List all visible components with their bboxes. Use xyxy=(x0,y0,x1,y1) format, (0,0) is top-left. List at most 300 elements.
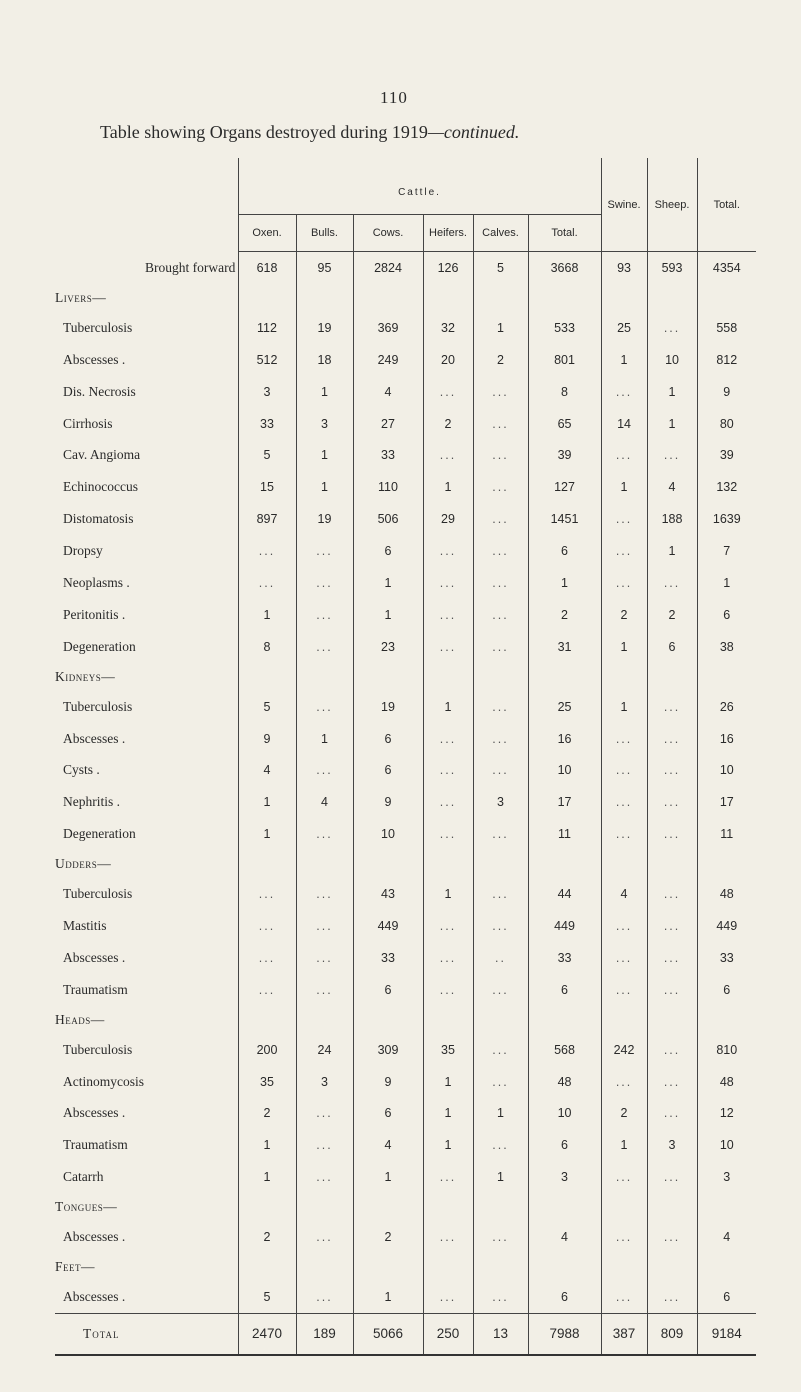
table-row xyxy=(55,910,756,942)
table-cell xyxy=(647,1006,697,1034)
table-cell: ... xyxy=(473,691,528,723)
row-label xyxy=(55,1313,238,1355)
table-cell xyxy=(647,1193,697,1221)
table-cell xyxy=(296,850,353,878)
table-cell: ... xyxy=(423,818,473,850)
table-cell: 2 xyxy=(238,1221,296,1253)
table-cell xyxy=(528,1006,601,1034)
table-cell: 23 xyxy=(353,631,423,663)
table-cell xyxy=(238,284,296,312)
table-cell: 35 xyxy=(238,1066,296,1098)
table-cell: 17 xyxy=(697,786,756,818)
row-label-text: Nephritis . xyxy=(63,794,120,810)
table-cell: 1 xyxy=(296,439,353,471)
table-cell: 7988 xyxy=(528,1313,601,1355)
table-cell: 33 xyxy=(353,439,423,471)
table-cell: 1 xyxy=(353,1281,423,1313)
table-cell xyxy=(647,850,697,878)
row-label-text: Brought forward xyxy=(145,259,236,275)
table-cell: 11 xyxy=(697,818,756,850)
row-label xyxy=(55,599,238,631)
table-cell: 369 xyxy=(353,312,423,344)
table-row xyxy=(55,408,756,440)
table-cell: 5 xyxy=(473,252,528,284)
table-cell xyxy=(697,1193,756,1221)
header-blank xyxy=(55,158,238,252)
table-cell: 2 xyxy=(238,1097,296,1129)
row-label xyxy=(55,471,238,503)
table-cell: 2 xyxy=(647,599,697,631)
row-label xyxy=(55,691,238,723)
row-label xyxy=(55,312,238,344)
table-cell: ... xyxy=(647,1221,697,1253)
table-row xyxy=(55,818,756,850)
table-row xyxy=(55,723,756,755)
table-cell: ... xyxy=(647,1066,697,1098)
table-cell: ... xyxy=(473,878,528,910)
table-cell: ... xyxy=(473,818,528,850)
row-label-text: Mastitis xyxy=(63,917,107,933)
table-cell xyxy=(238,850,296,878)
row-label xyxy=(55,1006,238,1034)
table-cell xyxy=(601,284,647,312)
table-cell xyxy=(296,1193,353,1221)
table-cell: 39 xyxy=(697,439,756,471)
table-cell: 897 xyxy=(238,503,296,535)
table-cell: 558 xyxy=(697,312,756,344)
table-cell: ... xyxy=(423,567,473,599)
table-cell: 809 xyxy=(647,1313,697,1355)
table-cell: ... xyxy=(423,439,473,471)
table-cell: 10 xyxy=(647,344,697,376)
table-cell: ... xyxy=(601,974,647,1006)
table-cell: 4 xyxy=(528,1221,601,1253)
header-oxen: Oxen. xyxy=(238,215,296,252)
table-cell: 250 xyxy=(423,1313,473,1355)
table-cell: ... xyxy=(647,1034,697,1066)
row-label-text: Heads— xyxy=(55,1011,105,1027)
row-label xyxy=(55,878,238,910)
table-cell: ... xyxy=(473,376,528,408)
table-row xyxy=(55,1129,756,1161)
table-row xyxy=(55,631,756,663)
table-cell: ... xyxy=(601,535,647,567)
table-cell: 1 xyxy=(647,535,697,567)
table-cell: 200 xyxy=(238,1034,296,1066)
table-cell: 14 xyxy=(601,408,647,440)
table-row xyxy=(55,1161,756,1193)
row-label-text: Neoplasms . xyxy=(63,574,130,590)
table-cell: 6 xyxy=(647,631,697,663)
row-label xyxy=(55,567,238,599)
table-cell: ... xyxy=(423,599,473,631)
table-cell: ... xyxy=(296,535,353,567)
table-cell: 449 xyxy=(528,910,601,942)
table-cell: ... xyxy=(473,439,528,471)
table-cell: 1 xyxy=(423,1066,473,1098)
table-cell: 6 xyxy=(697,974,756,1006)
table-cell: 593 xyxy=(647,252,697,284)
header-cattle-total: Total. xyxy=(528,215,601,252)
table-cell: ... xyxy=(423,974,473,1006)
table-title xyxy=(100,122,720,143)
table-cell: 1 xyxy=(238,818,296,850)
header-bulls: Bulls. xyxy=(296,215,353,252)
table-row xyxy=(55,1281,756,1313)
table-cell: 5066 xyxy=(353,1313,423,1355)
table-cell: ... xyxy=(296,942,353,974)
row-label xyxy=(55,1193,238,1221)
table-cell: 6 xyxy=(353,723,423,755)
table-cell: 3 xyxy=(647,1129,697,1161)
row-label-text: Abscesses . xyxy=(63,949,126,965)
table-cell: 48 xyxy=(697,878,756,910)
table-cell xyxy=(353,850,423,878)
row-label-text: Tuberculosis xyxy=(63,319,133,335)
table-cell xyxy=(473,1193,528,1221)
table-cell: 110 xyxy=(353,471,423,503)
table-cell: 1 xyxy=(353,567,423,599)
table-cell: 3 xyxy=(238,376,296,408)
table-cell: 2 xyxy=(473,344,528,376)
table-cell: ... xyxy=(601,1066,647,1098)
category-row xyxy=(55,1193,756,1221)
table-cell: 33 xyxy=(353,942,423,974)
row-label xyxy=(55,1221,238,1253)
table-cell: ... xyxy=(473,1129,528,1161)
table-cell: 1 xyxy=(601,344,647,376)
table-cell: 65 xyxy=(528,408,601,440)
row-label-text: Tuberculosis xyxy=(63,886,133,902)
table-cell: 26 xyxy=(697,691,756,723)
table-cell: ... xyxy=(473,471,528,503)
table-cell xyxy=(473,1253,528,1281)
table-cell: ... xyxy=(296,878,353,910)
table-cell: 1 xyxy=(601,691,647,723)
table-cell: ... xyxy=(647,786,697,818)
table-cell: 1451 xyxy=(528,503,601,535)
table-cell: ... xyxy=(601,942,647,974)
row-label-text: Traumatism xyxy=(63,981,128,997)
row-label xyxy=(55,723,238,755)
table-cell xyxy=(601,663,647,691)
table-cell: ... xyxy=(647,910,697,942)
table-cell: 24 xyxy=(296,1034,353,1066)
table-cell: ... xyxy=(647,942,697,974)
row-label xyxy=(55,631,238,663)
table-cell: ... xyxy=(238,878,296,910)
table-cell xyxy=(697,850,756,878)
table-cell: ... xyxy=(647,754,697,786)
table-cell: 8 xyxy=(238,631,296,663)
table-cell: 10 xyxy=(697,754,756,786)
table-cell: ... xyxy=(473,599,528,631)
table-cell: 2 xyxy=(528,599,601,631)
row-label xyxy=(55,1161,238,1193)
table-cell: ... xyxy=(647,818,697,850)
table-row xyxy=(55,471,756,503)
row-label-text: Total xyxy=(83,1325,120,1341)
table-cell: 6 xyxy=(353,754,423,786)
row-label-text: Abscesses . xyxy=(63,730,126,746)
table-cell: 3 xyxy=(296,408,353,440)
table-cell: 126 xyxy=(423,252,473,284)
table-cell: 1 xyxy=(647,408,697,440)
row-label xyxy=(55,284,238,312)
table-cell: 4 xyxy=(353,1129,423,1161)
row-label-text: Feet— xyxy=(55,1259,96,1275)
table-cell: 80 xyxy=(697,408,756,440)
table-cell: 4 xyxy=(238,754,296,786)
table-cell xyxy=(528,1253,601,1281)
table-cell: 16 xyxy=(528,723,601,755)
table-cell: ... xyxy=(473,567,528,599)
table-row xyxy=(55,942,756,974)
table-cell: 449 xyxy=(353,910,423,942)
row-label xyxy=(55,786,238,818)
table-cell: 3 xyxy=(296,1066,353,1098)
table-cell: ... xyxy=(601,439,647,471)
table-cell xyxy=(647,1253,697,1281)
table-cell: ... xyxy=(473,1281,528,1313)
table-cell: 48 xyxy=(697,1066,756,1098)
row-label-text: Degeneration xyxy=(63,826,136,842)
table-cell: ... xyxy=(647,691,697,723)
table-cell: 2 xyxy=(423,408,473,440)
table-cell: 6 xyxy=(528,974,601,1006)
table-cell: 3668 xyxy=(528,252,601,284)
table-cell xyxy=(238,1006,296,1034)
table-cell: ... xyxy=(601,723,647,755)
table-cell: 1 xyxy=(296,376,353,408)
table-cell: ... xyxy=(647,1161,697,1193)
table-cell xyxy=(473,1006,528,1034)
row-label xyxy=(55,252,238,284)
category-row xyxy=(55,1253,756,1281)
table-cell: 1 xyxy=(423,691,473,723)
table-cell: 18 xyxy=(296,344,353,376)
header-grand-total: Total. xyxy=(697,158,756,252)
table-cell: 10 xyxy=(528,1097,601,1129)
table-cell: ... xyxy=(423,910,473,942)
table-cell: ... xyxy=(296,1129,353,1161)
table-cell: 189 xyxy=(296,1313,353,1355)
table-cell: 6 xyxy=(697,599,756,631)
table-cell: 9 xyxy=(697,376,756,408)
table-cell xyxy=(528,850,601,878)
table-cell: 1 xyxy=(423,471,473,503)
table-cell: ... xyxy=(473,974,528,1006)
table-cell: 1 xyxy=(238,786,296,818)
table-cell: 25 xyxy=(601,312,647,344)
table-cell: ... xyxy=(296,1097,353,1129)
row-label-text: Peritonitis . xyxy=(63,606,126,622)
table-row xyxy=(55,878,756,910)
table-cell: ... xyxy=(647,723,697,755)
table-cell: ... xyxy=(473,535,528,567)
table-cell: ... xyxy=(601,754,647,786)
table-cell: ... xyxy=(423,1221,473,1253)
table-cell: 1 xyxy=(423,1129,473,1161)
table-cell: ... xyxy=(296,1221,353,1253)
table-cell xyxy=(473,663,528,691)
row-label-text: Cysts . xyxy=(63,762,100,778)
table-row xyxy=(55,599,756,631)
table-cell: 10 xyxy=(353,818,423,850)
row-label-text: Distomatosis xyxy=(63,511,134,527)
table-cell xyxy=(238,1193,296,1221)
table-cell: 112 xyxy=(238,312,296,344)
table-cell: ... xyxy=(647,1097,697,1129)
row-label xyxy=(55,535,238,567)
table-cell: ... xyxy=(296,631,353,663)
table-cell: ... xyxy=(601,503,647,535)
table-cell: 801 xyxy=(528,344,601,376)
row-label-text: Kidneys— xyxy=(55,668,116,684)
header-calves: Calves. xyxy=(473,215,528,252)
table-cell xyxy=(647,663,697,691)
table-cell: ... xyxy=(601,786,647,818)
table-cell: 6 xyxy=(353,974,423,1006)
table-cell: 6 xyxy=(353,1097,423,1129)
table-cell: ... xyxy=(473,1034,528,1066)
table-cell: 9 xyxy=(238,723,296,755)
table-cell xyxy=(353,663,423,691)
table-cell: 19 xyxy=(353,691,423,723)
row-label-text: Abscesses . xyxy=(63,1288,126,1304)
page-number: 110 xyxy=(380,88,408,107)
table-cell xyxy=(601,850,647,878)
table-cell: 11 xyxy=(528,818,601,850)
table-cell: 1 xyxy=(353,1161,423,1193)
table-cell xyxy=(601,1193,647,1221)
table-cell: 4 xyxy=(697,1221,756,1253)
table-header xyxy=(55,158,756,252)
total-row xyxy=(55,1313,756,1355)
table-cell: ... xyxy=(647,567,697,599)
table-cell: 4 xyxy=(647,471,697,503)
table-cell: 48 xyxy=(528,1066,601,1098)
table-cell xyxy=(423,1006,473,1034)
table-cell: 9 xyxy=(353,786,423,818)
table-cell: ... xyxy=(601,1161,647,1193)
table-cell: 38 xyxy=(697,631,756,663)
table-cell xyxy=(528,663,601,691)
brought-forward-row xyxy=(55,252,756,284)
row-label-text: Cirrhosis xyxy=(63,415,113,431)
row-label-text: Dropsy xyxy=(63,543,103,559)
table-cell: ... xyxy=(296,1281,353,1313)
table-cell xyxy=(601,1006,647,1034)
table-cell xyxy=(647,284,697,312)
table-cell: 2824 xyxy=(353,252,423,284)
table-cell: 17 xyxy=(528,786,601,818)
table-cell: ... xyxy=(423,723,473,755)
row-label xyxy=(55,1281,238,1313)
row-label-text: Tuberculosis xyxy=(63,698,133,714)
row-label-text: Abscesses . xyxy=(63,1229,126,1245)
table-cell: ... xyxy=(601,818,647,850)
table-cell: ... xyxy=(601,1281,647,1313)
table-cell: 19 xyxy=(296,312,353,344)
table-cell: 93 xyxy=(601,252,647,284)
table-cell: ... xyxy=(238,942,296,974)
table-cell: ... xyxy=(473,754,528,786)
row-label-text: Tuberculosis xyxy=(63,1041,133,1057)
table-cell: ... xyxy=(601,376,647,408)
table-cell: 2470 xyxy=(238,1313,296,1355)
table-cell: 15 xyxy=(238,471,296,503)
row-label xyxy=(55,1129,238,1161)
table-cell: 249 xyxy=(353,344,423,376)
table-row xyxy=(55,1034,756,1066)
table-cell xyxy=(423,850,473,878)
table-cell: ... xyxy=(473,631,528,663)
table-cell: 6 xyxy=(528,1281,601,1313)
table-cell: ... xyxy=(473,910,528,942)
header-cattle-group: Cattle. xyxy=(238,158,601,215)
table-cell: 31 xyxy=(528,631,601,663)
row-label-text: Tongues— xyxy=(55,1199,118,1215)
table-cell: 44 xyxy=(528,878,601,910)
table-cell: 32 xyxy=(423,312,473,344)
table-cell: ... xyxy=(423,1161,473,1193)
table-row xyxy=(55,1097,756,1129)
table-cell: 10 xyxy=(697,1129,756,1161)
table-cell: 127 xyxy=(528,471,601,503)
row-label xyxy=(55,1034,238,1066)
row-label xyxy=(55,942,238,974)
table-cell: 1 xyxy=(697,567,756,599)
table-cell: 1 xyxy=(473,1097,528,1129)
category-row xyxy=(55,284,756,312)
table-cell: ... xyxy=(647,439,697,471)
table-cell xyxy=(296,663,353,691)
table-cell: 132 xyxy=(697,471,756,503)
table-cell xyxy=(296,284,353,312)
table-cell: 1 xyxy=(601,471,647,503)
table-cell: ... xyxy=(423,754,473,786)
table-cell xyxy=(697,1006,756,1034)
row-label-text: Catarrh xyxy=(63,1169,104,1185)
row-label-text: Abscesses . xyxy=(63,1105,126,1121)
table-cell: 16 xyxy=(697,723,756,755)
table-cell: ... xyxy=(423,942,473,974)
table-cell xyxy=(697,284,756,312)
table-cell: ... xyxy=(647,974,697,1006)
table-cell: 1 xyxy=(601,1129,647,1161)
table-cell: 242 xyxy=(601,1034,647,1066)
row-label xyxy=(55,1097,238,1129)
row-label xyxy=(55,439,238,471)
row-label-text: Udders— xyxy=(55,856,112,872)
table-title-continued: —continued. xyxy=(427,122,520,142)
table-cell: ... xyxy=(423,1281,473,1313)
table-row xyxy=(55,503,756,535)
category-row xyxy=(55,850,756,878)
table-cell: 1 xyxy=(601,631,647,663)
table-row xyxy=(55,691,756,723)
table-cell: ... xyxy=(238,974,296,1006)
table-cell: 12 xyxy=(697,1097,756,1129)
table-row xyxy=(55,974,756,1006)
table-cell: 1639 xyxy=(697,503,756,535)
table-cell: .. xyxy=(473,942,528,974)
table-cell: 2 xyxy=(601,599,647,631)
table-cell: 812 xyxy=(697,344,756,376)
row-label xyxy=(55,344,238,376)
category-row xyxy=(55,1006,756,1034)
